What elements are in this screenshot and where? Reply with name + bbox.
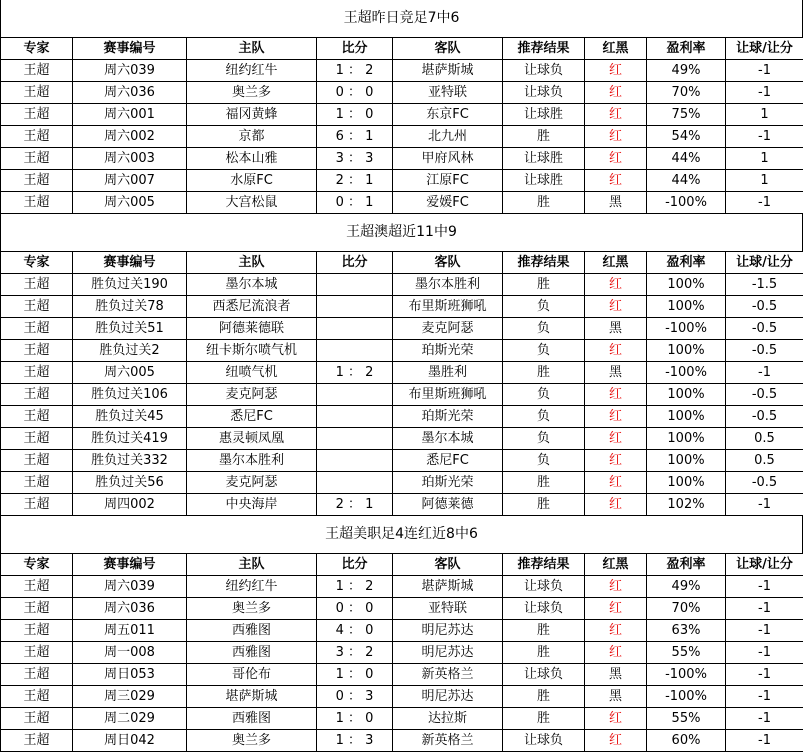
result-cell: 让球负 — [503, 576, 585, 598]
match-id-cell: 周六002 — [73, 126, 187, 148]
header-row — [1, 38, 803, 60]
away-team-cell: 新英格兰 — [393, 664, 503, 686]
expert-cell: 王超 — [1, 148, 73, 170]
away-team-cell: 阿德莱德 — [393, 494, 503, 516]
column-header-away-team: 客队 — [393, 38, 503, 60]
match-id-cell: 周六039 — [73, 60, 187, 82]
handicap-cell: -0.5 — [726, 340, 803, 362]
profit-rate-cell: 63% — [647, 620, 726, 642]
match-id-cell: 胜负过关419 — [73, 428, 187, 450]
score-cell — [317, 340, 393, 362]
section-title: 王超澳超近11中9 — [0, 214, 803, 251]
handicap-cell: -0.5 — [726, 296, 803, 318]
table-row — [1, 708, 803, 730]
match-id-cell: 胜负过关56 — [73, 472, 187, 494]
result-cell: 负 — [503, 296, 585, 318]
score-cell: 6 ： 1 — [317, 126, 393, 148]
home-team-cell: 堪萨斯城 — [187, 686, 317, 708]
profit-rate-cell: 55% — [647, 642, 726, 664]
profit-rate-cell: -100% — [647, 362, 726, 384]
match-id-cell: 周六003 — [73, 148, 187, 170]
away-team-cell: 珀斯光荣 — [393, 340, 503, 362]
away-team-cell: 珀斯光荣 — [393, 472, 503, 494]
home-team-cell: 悉尼FC — [187, 406, 317, 428]
home-team-cell: 惠灵顿凤凰 — [187, 428, 317, 450]
column-header-match-id: 赛事编号 — [73, 38, 187, 60]
profit-rate-cell: 60% — [647, 730, 726, 752]
table-row — [1, 170, 803, 192]
expert-cell: 王超 — [1, 126, 73, 148]
home-team-cell: 墨尔本城 — [187, 274, 317, 296]
column-header-home-team: 主队 — [187, 38, 317, 60]
expert-cell: 王超 — [1, 598, 73, 620]
home-team-cell: 大宫松鼠 — [187, 192, 317, 214]
home-team-cell: 麦克阿瑟 — [187, 384, 317, 406]
match-id-cell: 周六039 — [73, 576, 187, 598]
result-cell: 让球负 — [503, 82, 585, 104]
profit-rate-cell: 100% — [647, 274, 726, 296]
red-black-cell: 红 — [585, 126, 647, 148]
score-cell: 1 ： 3 — [317, 730, 393, 752]
expert-cell: 王超 — [1, 620, 73, 642]
profit-rate-cell: 44% — [647, 148, 726, 170]
profit-rate-cell: 100% — [647, 450, 726, 472]
away-team-cell: 爱媛FC — [393, 192, 503, 214]
away-team-cell: 江原FC — [393, 170, 503, 192]
results-table — [0, 37, 803, 214]
result-cell: 让球胜 — [503, 104, 585, 126]
table-row — [1, 274, 803, 296]
result-cell: 让球负 — [503, 598, 585, 620]
result-cell: 胜 — [503, 362, 585, 384]
column-header-result: 推荐结果 — [503, 252, 585, 274]
handicap-cell: -0.5 — [726, 472, 803, 494]
red-black-cell: 红 — [585, 60, 647, 82]
home-team-cell: 纽喷气机 — [187, 362, 317, 384]
table-row — [1, 362, 803, 384]
home-team-cell: 阿德莱德联 — [187, 318, 317, 340]
handicap-cell: -1 — [726, 708, 803, 730]
table-row — [1, 686, 803, 708]
result-cell: 胜 — [503, 274, 585, 296]
handicap-cell: -1 — [726, 620, 803, 642]
table-row — [1, 318, 803, 340]
profit-rate-cell: 49% — [647, 60, 726, 82]
score-cell: 3 ： 3 — [317, 148, 393, 170]
match-id-cell: 周六005 — [73, 192, 187, 214]
profit-rate-cell: -100% — [647, 318, 726, 340]
home-team-cell: 奥兰多 — [187, 598, 317, 620]
home-team-cell: 奥兰多 — [187, 82, 317, 104]
expert-cell: 王超 — [1, 296, 73, 318]
handicap-cell: -1 — [726, 598, 803, 620]
red-black-cell: 黑 — [585, 318, 647, 340]
match-id-cell: 周六005 — [73, 362, 187, 384]
home-team-cell: 水原FC — [187, 170, 317, 192]
red-black-cell: 红 — [585, 494, 647, 516]
table-row — [1, 82, 803, 104]
column-header-result: 推荐结果 — [503, 38, 585, 60]
handicap-cell: -1 — [726, 126, 803, 148]
table-row — [1, 576, 803, 598]
profit-rate-cell: 70% — [647, 598, 726, 620]
handicap-cell: -1 — [726, 60, 803, 82]
handicap-cell: 0.5 — [726, 450, 803, 472]
red-black-cell: 黑 — [585, 192, 647, 214]
score-cell: 0 ： 0 — [317, 82, 393, 104]
profit-rate-cell: 100% — [647, 472, 726, 494]
expert-cell: 王超 — [1, 60, 73, 82]
red-black-cell: 红 — [585, 406, 647, 428]
away-team-cell: 明尼苏达 — [393, 642, 503, 664]
match-id-cell: 周二029 — [73, 708, 187, 730]
result-cell: 胜 — [503, 472, 585, 494]
home-team-cell: 麦克阿瑟 — [187, 472, 317, 494]
profit-rate-cell: 49% — [647, 576, 726, 598]
score-cell: 4 ： 0 — [317, 620, 393, 642]
table-row — [1, 340, 803, 362]
red-black-cell: 红 — [585, 384, 647, 406]
column-header-profit-rate: 盈利率 — [647, 252, 726, 274]
home-team-cell: 中央海岸 — [187, 494, 317, 516]
away-team-cell: 珀斯光荣 — [393, 406, 503, 428]
home-team-cell: 纽约红牛 — [187, 60, 317, 82]
header-row — [1, 252, 803, 274]
away-team-cell: 亚特联 — [393, 598, 503, 620]
result-cell: 让球负 — [503, 664, 585, 686]
home-team-cell: 纽卡斯尔喷气机 — [187, 340, 317, 362]
match-id-cell: 周一008 — [73, 642, 187, 664]
table-row — [1, 428, 803, 450]
column-header-result: 推荐结果 — [503, 554, 585, 576]
match-id-cell: 周四002 — [73, 494, 187, 516]
handicap-cell: -1 — [726, 664, 803, 686]
match-id-cell: 胜负过关78 — [73, 296, 187, 318]
score-cell: 1 ： 0 — [317, 104, 393, 126]
column-header-match-id: 赛事编号 — [73, 252, 187, 274]
match-id-cell: 周六036 — [73, 598, 187, 620]
profit-rate-cell: 100% — [647, 296, 726, 318]
score-cell: 0 ： 0 — [317, 598, 393, 620]
expert-cell: 王超 — [1, 406, 73, 428]
handicap-cell: -1 — [726, 730, 803, 752]
match-id-cell: 周六036 — [73, 82, 187, 104]
column-header-score: 比分 — [317, 38, 393, 60]
column-header-score: 比分 — [317, 554, 393, 576]
table-row — [1, 126, 803, 148]
home-team-cell: 哥伦布 — [187, 664, 317, 686]
table-row — [1, 384, 803, 406]
match-id-cell: 胜负过关51 — [73, 318, 187, 340]
profit-rate-cell: 100% — [647, 340, 726, 362]
table-row — [1, 472, 803, 494]
handicap-cell: 1 — [726, 148, 803, 170]
handicap-cell: -1 — [726, 686, 803, 708]
section-title: 王超昨日竞足7中6 — [0, 0, 803, 37]
result-cell: 负 — [503, 428, 585, 450]
away-team-cell: 布里斯班狮吼 — [393, 296, 503, 318]
profit-rate-cell: -100% — [647, 686, 726, 708]
away-team-cell: 达拉斯 — [393, 708, 503, 730]
red-black-cell: 红 — [585, 170, 647, 192]
away-team-cell: 墨尔本胜利 — [393, 274, 503, 296]
handicap-cell: -0.5 — [726, 384, 803, 406]
red-black-cell: 红 — [585, 82, 647, 104]
home-team-cell: 西雅图 — [187, 642, 317, 664]
home-team-cell: 京都 — [187, 126, 317, 148]
away-team-cell: 麦克阿瑟 — [393, 318, 503, 340]
handicap-cell: -1 — [726, 494, 803, 516]
match-id-cell: 周日042 — [73, 730, 187, 752]
column-header-away-team: 客队 — [393, 252, 503, 274]
column-header-handicap: 让球/让分 — [726, 252, 803, 274]
score-cell — [317, 296, 393, 318]
profit-rate-cell: -100% — [647, 192, 726, 214]
expert-cell: 王超 — [1, 686, 73, 708]
column-header-handicap: 让球/让分 — [726, 554, 803, 576]
result-cell: 胜 — [503, 708, 585, 730]
result-cell: 让球负 — [503, 730, 585, 752]
profit-rate-cell: 70% — [647, 82, 726, 104]
red-black-cell: 红 — [585, 598, 647, 620]
table-row — [1, 642, 803, 664]
home-team-cell: 墨尔本胜利 — [187, 450, 317, 472]
column-header-red-black: 红黑 — [585, 252, 647, 274]
result-cell: 胜 — [503, 620, 585, 642]
table-row — [1, 664, 803, 686]
expert-cell: 王超 — [1, 576, 73, 598]
red-black-cell: 红 — [585, 296, 647, 318]
column-header-home-team: 主队 — [187, 554, 317, 576]
match-id-cell: 胜负过关190 — [73, 274, 187, 296]
result-cell: 胜 — [503, 126, 585, 148]
score-cell — [317, 406, 393, 428]
handicap-cell: -1 — [726, 362, 803, 384]
expert-cell: 王超 — [1, 318, 73, 340]
column-header-score: 比分 — [317, 252, 393, 274]
handicap-cell: -0.5 — [726, 406, 803, 428]
expert-cell: 王超 — [1, 472, 73, 494]
home-team-cell: 西悉尼流浪者 — [187, 296, 317, 318]
home-team-cell: 福冈黄蜂 — [187, 104, 317, 126]
expert-cell: 王超 — [1, 664, 73, 686]
table-row — [1, 598, 803, 620]
result-cell: 负 — [503, 318, 585, 340]
result-cell: 胜 — [503, 686, 585, 708]
profit-rate-cell: 54% — [647, 126, 726, 148]
away-team-cell: 北九州 — [393, 126, 503, 148]
match-id-cell: 周六001 — [73, 104, 187, 126]
table-row — [1, 450, 803, 472]
column-header-expert: 专家 — [1, 38, 73, 60]
result-cell: 让球胜 — [503, 170, 585, 192]
profit-rate-cell: 100% — [647, 384, 726, 406]
score-cell: 1 ： 0 — [317, 708, 393, 730]
expert-cell: 王超 — [1, 708, 73, 730]
profit-rate-cell: 102% — [647, 494, 726, 516]
score-cell — [317, 472, 393, 494]
profit-rate-cell: 100% — [647, 428, 726, 450]
column-header-profit-rate: 盈利率 — [647, 38, 726, 60]
home-team-cell: 松本山雅 — [187, 148, 317, 170]
expert-cell: 王超 — [1, 384, 73, 406]
profit-rate-cell: 75% — [647, 104, 726, 126]
red-black-cell: 红 — [585, 104, 647, 126]
column-header-expert: 专家 — [1, 252, 73, 274]
profit-rate-cell: 44% — [647, 170, 726, 192]
red-black-cell: 红 — [585, 708, 647, 730]
red-black-cell: 红 — [585, 148, 647, 170]
result-cell: 负 — [503, 450, 585, 472]
away-team-cell: 墨胜利 — [393, 362, 503, 384]
away-team-cell: 布里斯班狮吼 — [393, 384, 503, 406]
column-header-match-id: 赛事编号 — [73, 554, 187, 576]
away-team-cell: 堪萨斯城 — [393, 576, 503, 598]
column-header-expert: 专家 — [1, 554, 73, 576]
score-cell: 2 ： 1 — [317, 494, 393, 516]
red-black-cell: 红 — [585, 472, 647, 494]
result-cell: 负 — [503, 406, 585, 428]
table-row — [1, 148, 803, 170]
table-row — [1, 296, 803, 318]
table-row — [1, 406, 803, 428]
red-black-cell: 红 — [585, 576, 647, 598]
match-id-cell: 胜负过关106 — [73, 384, 187, 406]
away-team-cell: 明尼苏达 — [393, 620, 503, 642]
score-cell: 0 ： 1 — [317, 192, 393, 214]
column-header-red-black: 红黑 — [585, 554, 647, 576]
away-team-cell: 新英格兰 — [393, 730, 503, 752]
red-black-cell: 黑 — [585, 664, 647, 686]
profit-rate-cell: 100% — [647, 406, 726, 428]
table-row — [1, 60, 803, 82]
column-header-home-team: 主队 — [187, 252, 317, 274]
red-black-cell: 红 — [585, 340, 647, 362]
handicap-cell: 0.5 — [726, 428, 803, 450]
home-team-cell: 西雅图 — [187, 620, 317, 642]
results-table — [0, 251, 803, 516]
handicap-cell: -0.5 — [726, 318, 803, 340]
expert-cell: 王超 — [1, 642, 73, 664]
score-cell: 2 ： 1 — [317, 170, 393, 192]
score-cell: 1 ： 2 — [317, 576, 393, 598]
home-team-cell: 奥兰多 — [187, 730, 317, 752]
expert-cell: 王超 — [1, 170, 73, 192]
table-row — [1, 620, 803, 642]
handicap-cell: -1 — [726, 642, 803, 664]
match-id-cell: 胜负过关2 — [73, 340, 187, 362]
result-cell: 让球负 — [503, 60, 585, 82]
header-row — [1, 554, 803, 576]
match-id-cell: 周五011 — [73, 620, 187, 642]
handicap-cell: -1 — [726, 576, 803, 598]
red-black-cell: 黑 — [585, 362, 647, 384]
expert-cell: 王超 — [1, 104, 73, 126]
column-header-red-black: 红黑 — [585, 38, 647, 60]
table-row — [1, 730, 803, 752]
expert-cell: 王超 — [1, 274, 73, 296]
expert-cell: 王超 — [1, 428, 73, 450]
section-title: 王超美职足4连红近8中6 — [0, 516, 803, 553]
red-black-cell: 红 — [585, 620, 647, 642]
score-cell — [317, 450, 393, 472]
result-cell: 胜 — [503, 494, 585, 516]
handicap-cell: 1 — [726, 104, 803, 126]
result-cell: 让球胜 — [503, 148, 585, 170]
table-row — [1, 104, 803, 126]
home-team-cell: 西雅图 — [187, 708, 317, 730]
result-cell: 胜 — [503, 642, 585, 664]
match-id-cell: 周六007 — [73, 170, 187, 192]
match-id-cell: 周三029 — [73, 686, 187, 708]
expert-cell: 王超 — [1, 450, 73, 472]
away-team-cell: 明尼苏达 — [393, 686, 503, 708]
away-team-cell: 堪萨斯城 — [393, 60, 503, 82]
away-team-cell: 东京FC — [393, 104, 503, 126]
results-table — [0, 553, 803, 752]
match-id-cell: 胜负过关45 — [73, 406, 187, 428]
handicap-cell: 1 — [726, 170, 803, 192]
score-cell — [317, 274, 393, 296]
score-cell: 1 ： 2 — [317, 60, 393, 82]
score-cell: 1 ： 0 — [317, 664, 393, 686]
match-id-cell: 周日053 — [73, 664, 187, 686]
column-header-handicap: 让球/让分 — [726, 38, 803, 60]
red-black-cell: 黑 — [585, 686, 647, 708]
table-row — [1, 494, 803, 516]
expert-cell: 王超 — [1, 362, 73, 384]
result-cell: 负 — [503, 384, 585, 406]
expert-cell: 王超 — [1, 730, 73, 752]
handicap-cell: -1 — [726, 82, 803, 104]
expert-cell: 王超 — [1, 340, 73, 362]
expert-cell: 王超 — [1, 82, 73, 104]
profit-rate-cell: 55% — [647, 708, 726, 730]
expert-cell: 王超 — [1, 192, 73, 214]
score-cell: 0 ： 3 — [317, 686, 393, 708]
profit-rate-cell: -100% — [647, 664, 726, 686]
score-cell — [317, 384, 393, 406]
away-team-cell: 墨尔本城 — [393, 428, 503, 450]
handicap-cell: -1.5 — [726, 274, 803, 296]
score-cell — [317, 428, 393, 450]
score-cell: 3 ： 2 — [317, 642, 393, 664]
result-cell: 负 — [503, 340, 585, 362]
home-team-cell: 纽约红牛 — [187, 576, 317, 598]
score-cell — [317, 318, 393, 340]
table-row — [1, 192, 803, 214]
score-cell: 1 ： 2 — [317, 362, 393, 384]
column-header-profit-rate: 盈利率 — [647, 554, 726, 576]
away-team-cell: 悉尼FC — [393, 450, 503, 472]
red-black-cell: 红 — [585, 274, 647, 296]
column-header-away-team: 客队 — [393, 554, 503, 576]
handicap-cell: -1 — [726, 192, 803, 214]
expert-cell: 王超 — [1, 494, 73, 516]
away-team-cell: 甲府风林 — [393, 148, 503, 170]
red-black-cell: 红 — [585, 428, 647, 450]
red-black-cell: 红 — [585, 642, 647, 664]
result-cell: 胜 — [503, 192, 585, 214]
match-id-cell: 胜负过关332 — [73, 450, 187, 472]
red-black-cell: 红 — [585, 450, 647, 472]
red-black-cell: 红 — [585, 730, 647, 752]
away-team-cell: 亚特联 — [393, 82, 503, 104]
